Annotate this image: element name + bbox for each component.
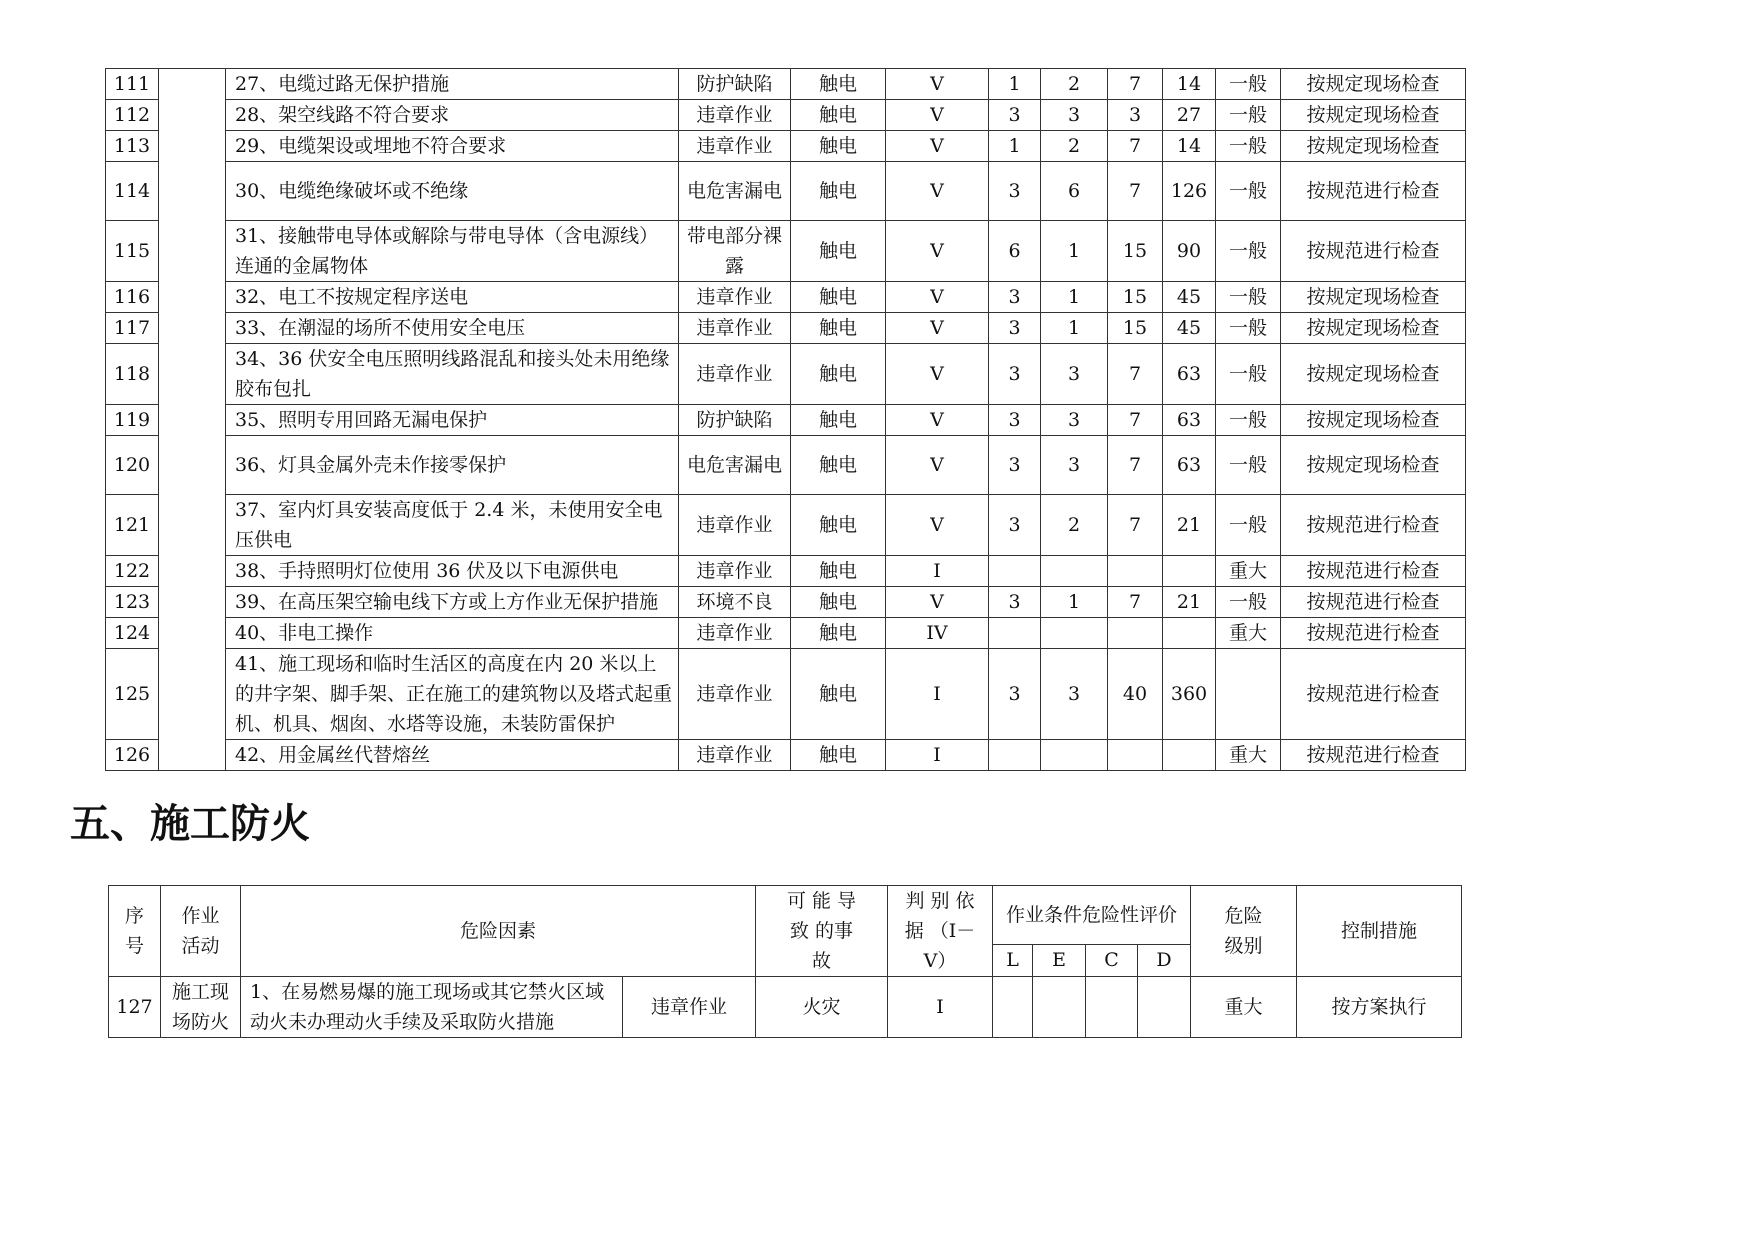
cell-level: 一般 <box>1216 405 1281 436</box>
table-row <box>109 977 1462 1038</box>
cell-type: 违章作业 <box>679 556 791 587</box>
table-row <box>106 344 1466 405</box>
cell-E <box>1041 618 1108 649</box>
cell-accident: 触电 <box>791 405 886 436</box>
cell-level: 一般 <box>1216 282 1281 313</box>
cell-C: 40 <box>1108 649 1163 740</box>
cell-basis: V <box>886 344 989 405</box>
table-row <box>106 405 1466 436</box>
cell-hazard: 33、在潮湿的场所不使用安全电压 <box>226 313 679 344</box>
cell-C <box>1108 618 1163 649</box>
cell-C: 15 <box>1108 313 1163 344</box>
cell-D <box>1163 556 1216 587</box>
cell-hazard: 37、室内灯具安装高度低于 2.4 米，未使用安全电压供电 <box>226 495 679 556</box>
header-no: 序号 <box>109 886 161 977</box>
cell-C: 15 <box>1108 282 1163 313</box>
cell-D: 45 <box>1163 313 1216 344</box>
cell-no: 112 <box>106 100 159 131</box>
cell-level: 一般 <box>1216 313 1281 344</box>
cell-level: 一般 <box>1216 344 1281 405</box>
cell-no: 111 <box>106 69 159 100</box>
cell-L: 6 <box>989 221 1041 282</box>
cell-accident: 触电 <box>791 131 886 162</box>
header-measure: 控制措施 <box>1297 886 1462 977</box>
cell-activity <box>159 69 226 771</box>
cell-accident: 触电 <box>791 436 886 495</box>
cell-measure: 按规范进行检查 <box>1281 221 1466 282</box>
cell-measure: 按规定现场检查 <box>1281 69 1466 100</box>
cell-C <box>1108 556 1163 587</box>
cell-measure: 按规定现场检查 <box>1281 282 1466 313</box>
cell-C: 7 <box>1108 344 1163 405</box>
table-row <box>106 221 1466 282</box>
cell-hazard: 42、用金属丝代替熔丝 <box>226 740 679 771</box>
header-L: L <box>993 944 1033 976</box>
cell-E: 3 <box>1041 436 1108 495</box>
cell-hazard: 39、在高压架空输电线下方或上方作业无保护措施 <box>226 587 679 618</box>
cell-type: 电危害漏电 <box>679 436 791 495</box>
cell-no: 118 <box>106 344 159 405</box>
cell-level: 一般 <box>1216 100 1281 131</box>
cell-D: 14 <box>1163 131 1216 162</box>
cell-level: 一般 <box>1216 436 1281 495</box>
cell-no: 124 <box>106 618 159 649</box>
cell-hazard: 28、架空线路不符合要求 <box>226 100 679 131</box>
cell-level: 一般 <box>1216 495 1281 556</box>
table-row <box>106 495 1466 556</box>
table-row <box>106 100 1466 131</box>
cell-hazard: 30、电缆绝缘破坏或不绝缘 <box>226 162 679 221</box>
cell-measure: 按规定现场检查 <box>1281 436 1466 495</box>
cell-basis: V <box>886 100 989 131</box>
cell-type: 违章作业 <box>679 313 791 344</box>
cell-type: 违章作业 <box>679 618 791 649</box>
cell-type: 违章作业 <box>679 740 791 771</box>
cell-D: 21 <box>1163 495 1216 556</box>
cell-D: 45 <box>1163 282 1216 313</box>
header-hazard: 危险因素 <box>241 886 756 977</box>
cell-E: 1 <box>1041 313 1108 344</box>
electrical-hazard-table <box>105 68 1466 771</box>
cell-L: 3 <box>989 587 1041 618</box>
cell-C: 7 <box>1108 131 1163 162</box>
cell-measure: 按规定现场检查 <box>1281 405 1466 436</box>
cell-hazard: 27、电缆过路无保护措施 <box>226 69 679 100</box>
cell-E: 2 <box>1041 69 1108 100</box>
cell-level: 重大 <box>1216 618 1281 649</box>
cell-D: 126 <box>1163 162 1216 221</box>
cell-L: 1 <box>989 131 1041 162</box>
cell-no: 117 <box>106 313 159 344</box>
cell-L: 3 <box>989 649 1041 740</box>
cell-D <box>1163 740 1216 771</box>
cell-accident: 触电 <box>791 344 886 405</box>
cell-hazard: 35、照明专用回路无漏电保护 <box>226 405 679 436</box>
cell-C: 3 <box>1108 100 1163 131</box>
table-row <box>106 131 1466 162</box>
cell-C: 7 <box>1108 162 1163 221</box>
cell-hazard: 38、手持照明灯位使用 36 伏及以下电源供电 <box>226 556 679 587</box>
cell-basis: I <box>886 556 989 587</box>
cell-accident: 触电 <box>791 740 886 771</box>
header-activity: 作业活动 <box>161 886 241 977</box>
header-D: D <box>1138 944 1191 976</box>
cell-level: 重大 <box>1216 740 1281 771</box>
cell-hazard: 41、施工现场和临时生活区的高度在内 20 米以上的井字架、脚手架、正在施工的建筑物以及塔式起重机、机具、烟囱、水塔等设施，未装防雷保护 <box>226 649 679 740</box>
cell-basis: V <box>886 436 989 495</box>
table-row <box>106 69 1466 100</box>
cell-E: 1 <box>1041 587 1108 618</box>
header-accident: 可 能 导 致 的事故 <box>756 886 888 977</box>
cell-measure: 按规定现场检查 <box>1281 131 1466 162</box>
cell-accident: 触电 <box>791 618 886 649</box>
cell-C: 15 <box>1108 221 1163 282</box>
cell-hazard: 32、电工不按规定程序送电 <box>226 282 679 313</box>
header-E: E <box>1033 944 1086 976</box>
cell-L <box>993 977 1033 1038</box>
header-evaluation: 作业条件危险性评价 <box>993 886 1191 945</box>
cell-L: 3 <box>989 162 1041 221</box>
cell-D <box>1138 977 1191 1038</box>
cell-D: 27 <box>1163 100 1216 131</box>
cell-no: 122 <box>106 556 159 587</box>
cell-E: 6 <box>1041 162 1108 221</box>
cell-E: 3 <box>1041 344 1108 405</box>
cell-level <box>1216 649 1281 740</box>
cell-L <box>989 618 1041 649</box>
cell-level: 一般 <box>1216 131 1281 162</box>
cell-type: 环境不良 <box>679 587 791 618</box>
cell-basis: V <box>886 587 989 618</box>
cell-type: 违章作业 <box>623 977 756 1038</box>
cell-basis: V <box>886 221 989 282</box>
table-row <box>106 313 1466 344</box>
cell-L: 3 <box>989 344 1041 405</box>
cell-type: 违章作业 <box>679 495 791 556</box>
cell-D: 90 <box>1163 221 1216 282</box>
cell-type: 防护缺陷 <box>679 69 791 100</box>
cell-E <box>1041 740 1108 771</box>
cell-E: 1 <box>1041 282 1108 313</box>
cell-accident: 触电 <box>791 100 886 131</box>
cell-L: 3 <box>989 495 1041 556</box>
cell-measure: 按方案执行 <box>1297 977 1462 1038</box>
cell-measure: 按规定现场检查 <box>1281 344 1466 405</box>
cell-type: 违章作业 <box>679 282 791 313</box>
cell-L: 3 <box>989 313 1041 344</box>
cell-level: 重大 <box>1191 977 1297 1038</box>
cell-type: 违章作业 <box>679 131 791 162</box>
table-row <box>106 436 1466 495</box>
cell-C: 7 <box>1108 69 1163 100</box>
cell-L: 3 <box>989 405 1041 436</box>
cell-no: 115 <box>106 221 159 282</box>
cell-type: 违章作业 <box>679 344 791 405</box>
cell-level: 一般 <box>1216 587 1281 618</box>
cell-basis: V <box>886 162 989 221</box>
cell-L: 3 <box>989 436 1041 495</box>
cell-basis: V <box>886 131 989 162</box>
cell-D: 63 <box>1163 436 1216 495</box>
cell-D: 14 <box>1163 69 1216 100</box>
table-row <box>106 649 1466 740</box>
cell-accident: 触电 <box>791 649 886 740</box>
cell-accident: 触电 <box>791 221 886 282</box>
cell-hazard: 31、接触带电导体或解除与带电导体（含电源线）连通的金属物体 <box>226 221 679 282</box>
cell-no: 120 <box>106 436 159 495</box>
cell-measure: 按规范进行检查 <box>1281 495 1466 556</box>
cell-hazard: 40、非电工操作 <box>226 618 679 649</box>
fire-prevention-table <box>108 885 1462 1038</box>
cell-accident: 触电 <box>791 495 886 556</box>
cell-type: 防护缺陷 <box>679 405 791 436</box>
cell-accident: 触电 <box>791 556 886 587</box>
cell-E: 2 <box>1041 131 1108 162</box>
cell-E: 3 <box>1041 649 1108 740</box>
cell-measure: 按规范进行检查 <box>1281 587 1466 618</box>
cell-type: 违章作业 <box>679 100 791 131</box>
cell-basis: V <box>886 405 989 436</box>
cell-C <box>1108 740 1163 771</box>
table-row <box>106 618 1466 649</box>
cell-basis: I <box>888 977 993 1038</box>
cell-basis: V <box>886 313 989 344</box>
cell-E <box>1041 556 1108 587</box>
cell-E: 1 <box>1041 221 1108 282</box>
cell-basis: V <box>886 282 989 313</box>
cell-level: 重大 <box>1216 556 1281 587</box>
cell-L: 3 <box>989 100 1041 131</box>
cell-C: 7 <box>1108 436 1163 495</box>
cell-hazard: 36、灯具金属外壳未作接零保护 <box>226 436 679 495</box>
cell-L: 3 <box>989 282 1041 313</box>
cell-measure: 按规范进行检查 <box>1281 649 1466 740</box>
cell-no: 114 <box>106 162 159 221</box>
cell-D: 63 <box>1163 405 1216 436</box>
cell-measure: 按规范进行检查 <box>1281 618 1466 649</box>
cell-no: 123 <box>106 587 159 618</box>
cell-basis: I <box>886 649 989 740</box>
cell-no: 127 <box>109 977 161 1038</box>
cell-L <box>989 556 1041 587</box>
cell-type: 电危害漏电 <box>679 162 791 221</box>
cell-basis: IV <box>886 618 989 649</box>
cell-level: 一般 <box>1216 221 1281 282</box>
cell-C: 7 <box>1108 587 1163 618</box>
cell-D <box>1163 618 1216 649</box>
cell-no: 125 <box>106 649 159 740</box>
cell-type: 违章作业 <box>679 649 791 740</box>
header-level: 危险级别 <box>1191 886 1297 977</box>
cell-measure: 按规范进行检查 <box>1281 556 1466 587</box>
cell-accident: 触电 <box>791 282 886 313</box>
cell-accident: 触电 <box>791 69 886 100</box>
table-row <box>106 587 1466 618</box>
cell-no: 121 <box>106 495 159 556</box>
table-row <box>106 556 1466 587</box>
header-C: C <box>1086 944 1138 976</box>
cell-L <box>989 740 1041 771</box>
cell-D: 63 <box>1163 344 1216 405</box>
cell-no: 113 <box>106 131 159 162</box>
cell-no: 119 <box>106 405 159 436</box>
cell-basis: V <box>886 495 989 556</box>
cell-D: 21 <box>1163 587 1216 618</box>
cell-no: 126 <box>106 740 159 771</box>
cell-E <box>1033 977 1086 1038</box>
cell-accident: 触电 <box>791 313 886 344</box>
cell-E: 3 <box>1041 100 1108 131</box>
cell-level: 一般 <box>1216 69 1281 100</box>
cell-type: 带电部分裸露 <box>679 221 791 282</box>
cell-measure: 按规范进行检查 <box>1281 162 1466 221</box>
cell-no: 116 <box>106 282 159 313</box>
cell-E: 2 <box>1041 495 1108 556</box>
cell-E: 3 <box>1041 405 1108 436</box>
cell-C: 7 <box>1108 405 1163 436</box>
cell-accident: 火灾 <box>756 977 888 1038</box>
cell-L: 1 <box>989 69 1041 100</box>
cell-measure: 按规定现场检查 <box>1281 313 1466 344</box>
header-basis: 判 别 依 据 （I－V） <box>888 886 993 977</box>
table-row <box>106 162 1466 221</box>
cell-C <box>1086 977 1138 1038</box>
section-title: 五、施工防火 <box>70 800 310 847</box>
table-row <box>106 282 1466 313</box>
cell-hazard: 34、36 伏安全电压照明线路混乱和接头处未用绝缘胶布包扎 <box>226 344 679 405</box>
cell-measure: 按规范进行检查 <box>1281 740 1466 771</box>
cell-activity: 施工现场防火 <box>161 977 241 1038</box>
cell-measure: 按规定现场检查 <box>1281 100 1466 131</box>
cell-C: 7 <box>1108 495 1163 556</box>
table-row <box>106 740 1466 771</box>
cell-level: 一般 <box>1216 162 1281 221</box>
cell-basis: I <box>886 740 989 771</box>
cell-basis: V <box>886 69 989 100</box>
cell-accident: 触电 <box>791 162 886 221</box>
cell-hazard: 29、电缆架设或埋地不符合要求 <box>226 131 679 162</box>
cell-accident: 触电 <box>791 587 886 618</box>
cell-hazard: 1、在易燃易爆的施工现场或其它禁火区域动火未办理动火手续及采取防火措施 <box>241 977 623 1038</box>
cell-D: 360 <box>1163 649 1216 740</box>
